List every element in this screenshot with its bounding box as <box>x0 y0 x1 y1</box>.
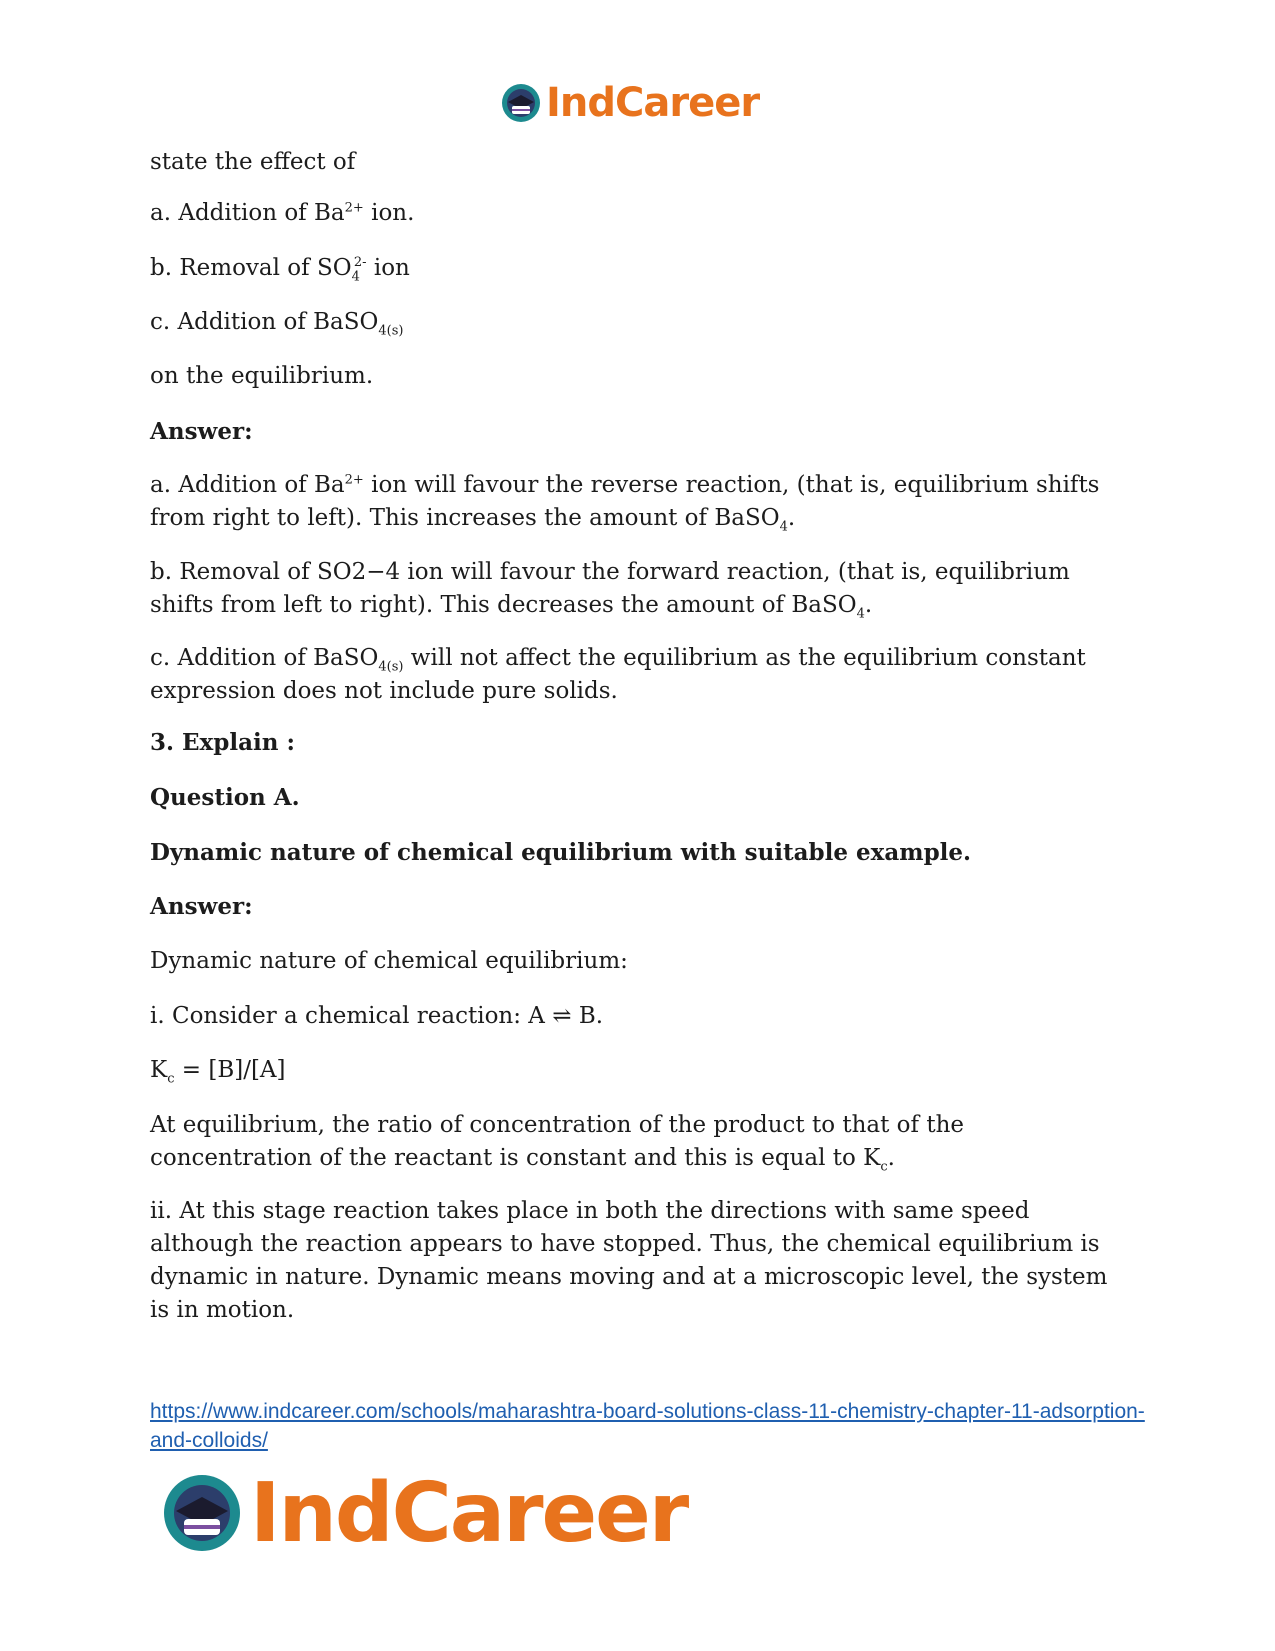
text-paragraph: ii. At this stage reaction takes place in both the directions with same speed although the reaction appears to have stopped. Thus, the chemical equilibrium is dynamic in nature. Dynamic means moving and at a microscopic level, the system is in motion. <box>150 1198 1108 1323</box>
text-line: state the effect of <box>150 149 356 175</box>
logo-text: IndCareer <box>546 80 760 126</box>
graduation-cap-book-icon <box>160 1471 244 1555</box>
header-logo <box>500 80 759 126</box>
text-line: on the equilibrium. <box>150 363 374 389</box>
answer-a: a. Addition of $Ba^{2+}$ ion will favour the reverse reaction, (that is, equilibrium shifts from right to left). This increases the amount of BaSO$_4$. <box>150 472 1100 535</box>
text-line: i. Consider a chemical reaction: A ⇌ B. <box>150 1003 604 1029</box>
answer-heading: Answer: <box>150 893 253 920</box>
text-line: c. Addition of BaSO$_{4(s)}$ <box>150 309 404 339</box>
answer-c: c. Addition of BaSO$_{4(s)}$ will not affect the equilibrium as the equilibrium constant expression does not include pure solids. <box>150 645 1086 704</box>
section-heading: 3. Explain : <box>150 729 295 756</box>
text-paragraph: At equilibrium, the ratio of concentration of the product to that of the concentration of the reactant is constant and this is equal to $K_c$. <box>150 1112 965 1175</box>
text-line: b. Removal of $SO_4^{2-}$ ion <box>150 255 410 285</box>
text-line: a. Addition of $Ba^{2+}$ ion. <box>150 200 415 226</box>
answer-heading: Answer: <box>150 418 253 445</box>
footer-logo <box>160 1465 688 1561</box>
graduation-cap-book-icon <box>500 82 542 124</box>
equation-line: $K_c = [B]/[A]$ <box>150 1057 286 1087</box>
question-heading: Question A. <box>150 784 300 811</box>
answer-b: b. Removal of SO2−4 ion will favour the forward reaction, (that is, equilibrium shifts from left to right). This decreases the amount of BaSO$_4$. <box>150 559 1070 622</box>
source-link[interactable]: https://www.indcareer.com/schools/maharashtra-board-solutions-class-11-chemistry-chapter-11-adsorption-and-colloids/ <box>150 1400 1145 1452</box>
logo-text: IndCareer <box>250 1465 688 1561</box>
text-line: Dynamic nature of chemical equilibrium: <box>150 948 628 974</box>
question-text: Dynamic nature of chemical equilibrium with suitable example. <box>150 839 972 866</box>
